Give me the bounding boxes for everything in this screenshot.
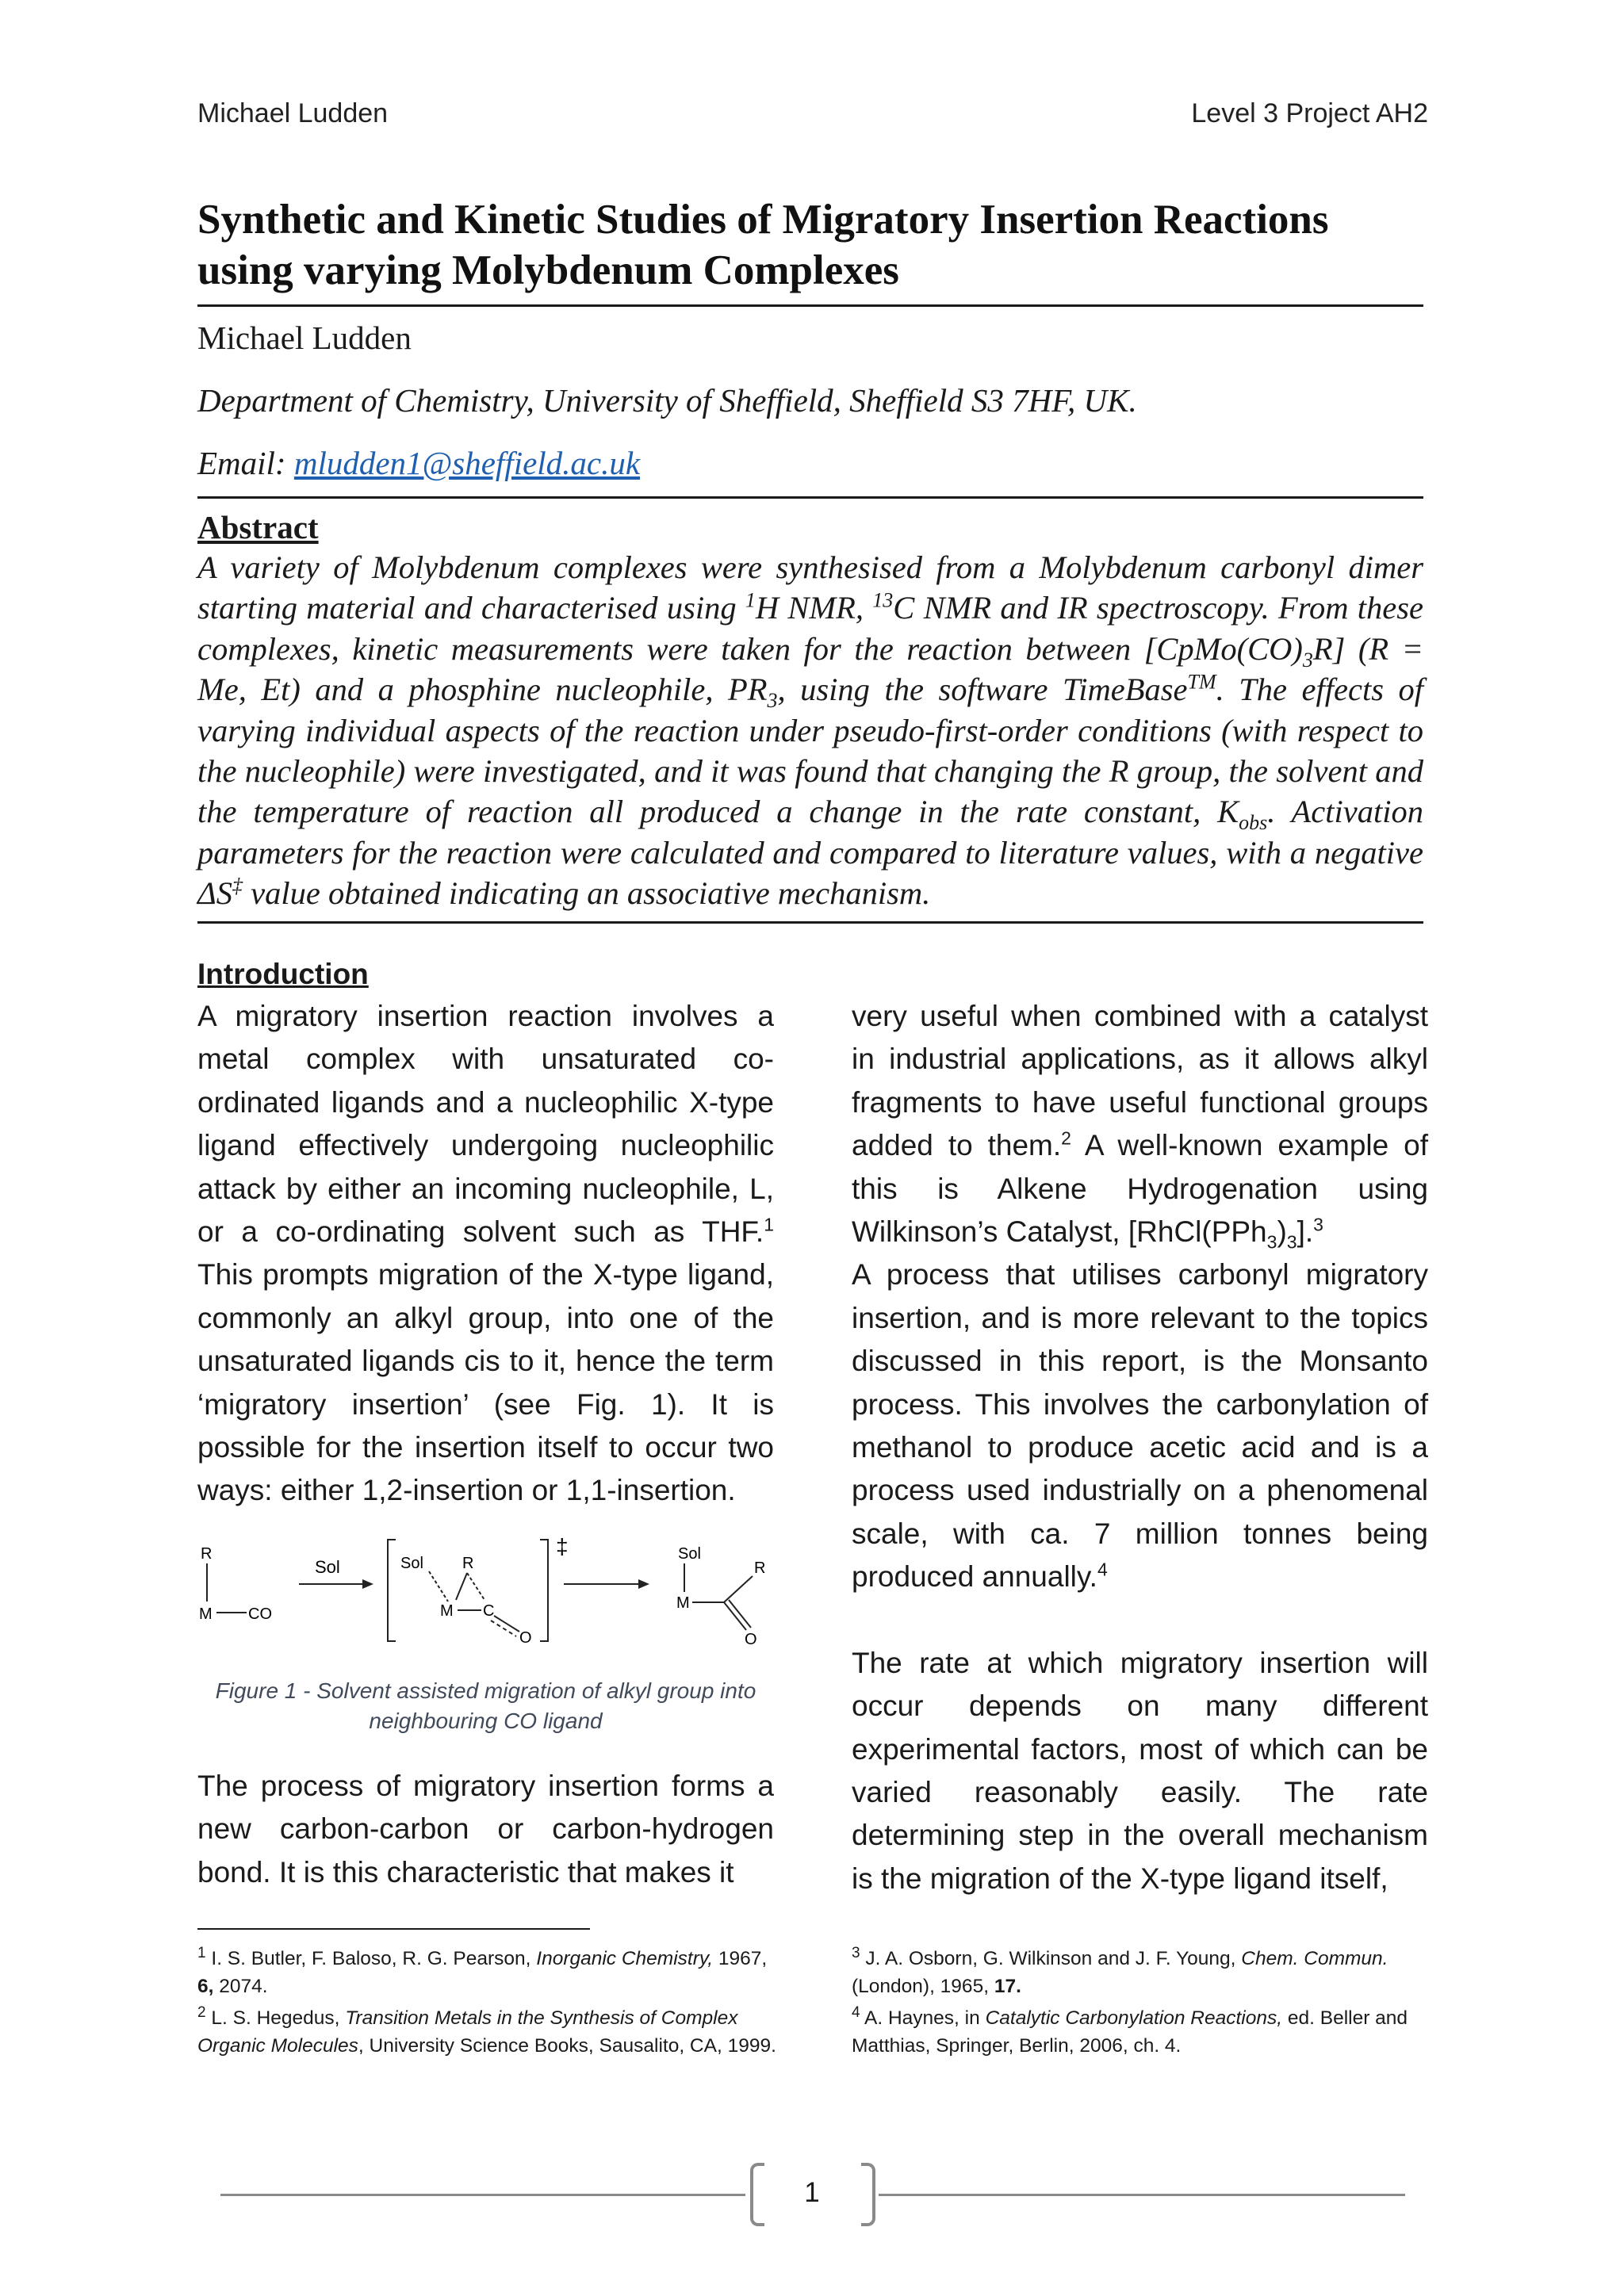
paper-title: Synthetic and Kinetic Studies of Migratory Insertion Reactions using varying Molybdenum Complexes (197, 197, 1329, 293)
product (676, 1545, 765, 1647)
footer-line-left (220, 2194, 745, 2196)
meta-rule (197, 496, 1423, 499)
intro-paragraph-r3: The rate at which migratory insertion will occur depends on many different experimental factors, most of which can be varied reasonably easily. The rate determining step in the overall mechanism is the migration of the X-type ligand itself, (852, 1646, 1428, 1895)
figure-1-caption: Figure 1 - Solvent assisted migration of alkyl group into neighbouring CO ligand (215, 1678, 756, 1733)
arrow-sol-label: Sol (315, 1557, 340, 1577)
intro-paragraph-r2: A process that utilises carbonyl migratory insertion, and is more relevant to the topics discussed in this report, is the Monsanto process. This involves the carbonylation of methanol to produce acetic acid and is a process used industrially on a phenomenal scale, with ca. 7 million tonnes being produced annually.$^4$ (852, 1258, 1428, 1594)
ts-o-label: O (519, 1629, 532, 1647)
intro-paragraph-2: The process of migratory insertion forms a new carbon-carbon or carbon-hydrogen bond. It is this characteristic that makes it (197, 1770, 774, 1888)
reactant (199, 1545, 272, 1623)
reactant-r-label: R (201, 1545, 213, 1563)
affiliation (197, 381, 1137, 419)
ts-sol-label: Sol (400, 1555, 423, 1572)
footnote-4: $^4$ A. Haynes, in Catalytic Carbonylation Reactions, ed. Beller and Matthias, Springer, Berlin, 2006, ch. 4. (852, 2003, 1408, 2057)
ts-c-label: C (483, 1602, 495, 1620)
footnotes-left (197, 1945, 776, 2064)
dagger-label: ‡ (556, 1534, 569, 1559)
footnotes-right (852, 1945, 1431, 2064)
figure-1-scheme (197, 1529, 774, 1647)
footnote-1: $^1$ I. S. Butler, F. Baloso, R. G. Pearson, Inorganic Chemistry, 1967, 6, 2074. (197, 1944, 768, 1997)
email-link[interactable]: mludden1@sheffield.ac.uk (293, 445, 641, 481)
intro-right-column (852, 995, 1428, 1900)
abstract-rule (197, 921, 1423, 924)
email-label: Email: (197, 445, 294, 481)
header-project: Level 3 Project AH2 (1191, 98, 1428, 128)
ts-m-label: M (440, 1602, 454, 1620)
introduction-heading: Introduction (197, 958, 369, 990)
product-o-label: O (745, 1631, 757, 1647)
right-brace-icon (861, 2163, 875, 2226)
email-line (197, 444, 640, 482)
arrow-1 (299, 1557, 373, 1589)
reactant-co-label: CO (248, 1605, 272, 1623)
footnote-3: $^3$ J. A. Osborn, G. Wilkinson and J. F. Young, Chem. Commun. (London), 1965, 17. (852, 1944, 1388, 1997)
intro-paragraph-r1: very useful when combined with a catalyst in industrial applications, as it allows alkyl fragments to have useful functional groups added to them.$^2$ A well-known example of this is Alkene Hydrogenation using Wilkinson’s Catalyst, $[RhCl(PPh_3)_3].^3$ (852, 1000, 1429, 1253)
footnote-2: $^2$ L. S. Hegedus, Transition Metals in the Synthesis of Complex Organic Molecules, University Science Books, Sausalito, CA, 1999. (197, 2003, 776, 2057)
arrow-2 (564, 1579, 649, 1589)
page-number: 1 (804, 2177, 820, 2208)
product-r-label: R (754, 1559, 766, 1577)
product-m-label: M (676, 1594, 690, 1612)
intro-left-column (197, 995, 774, 1513)
intro-left-column-lower (197, 1765, 774, 1894)
abstract-heading: Abstract (197, 509, 319, 545)
transition-state (388, 1534, 569, 1647)
ts-r-label: R (462, 1555, 474, 1572)
left-brace-icon (750, 2163, 764, 2226)
abstract-body: A variety of Molybdenum complexes were synthesised from a Molybdenum carbonyl dimer starting material and characterised using $^1$H NMR, $^{13}$C NMR and IR spectroscopy. From these complexes, kinetic measurements were taken for the reaction between $[CpMo(CO)_3R] (R = Me$, Et) and a phosphine nucleophile, $PR_3$, using the software TimeBase™. The effects of varying individual aspects of the reaction under pseudo-first-order conditions (with respect to the nucleophile) were investigated, and it was found that changing the R group, the solvent and the temperature of reaction all produced a change in the rate constant, $K_{obs}$. Activation parameters for the reaction were calculated and compared to literature values, with a negative ΔS‡ value obtained indicating an associative mechanism. (197, 549, 1424, 912)
affiliation-text: Department of Chemistry, University of Sheffield, Sheffield S3 7HF, UK. (197, 382, 1137, 419)
reactant-m-label: M (199, 1605, 213, 1623)
title-rule (197, 304, 1423, 307)
product-sol-label: Sol (678, 1545, 701, 1563)
footnote-rule (197, 1928, 590, 1930)
author-name: Michael Ludden (197, 320, 412, 356)
footer-line-right (879, 2194, 1405, 2196)
intro-paragraph-1: A migratory insertion reaction involves a metal complex with unsaturated co-ordinated ligands and a nucleophilic X-type ligand effectively undergoing nucleophilic attack by either an incoming nucleophile, L, or a co-ordinating solvent such as THF.$^1$ This prompts migration of the X-type ligand, commonly an alkyl group, into one of the unsaturated ligands cis to it, hence the term ‘migratory insertion’ (see Fig. 1). It is possible for the insertion itself to occur two ways: either 1,2-insertion or 1,1-insertion. (197, 1000, 774, 1507)
header-author: Michael Ludden (197, 98, 389, 128)
